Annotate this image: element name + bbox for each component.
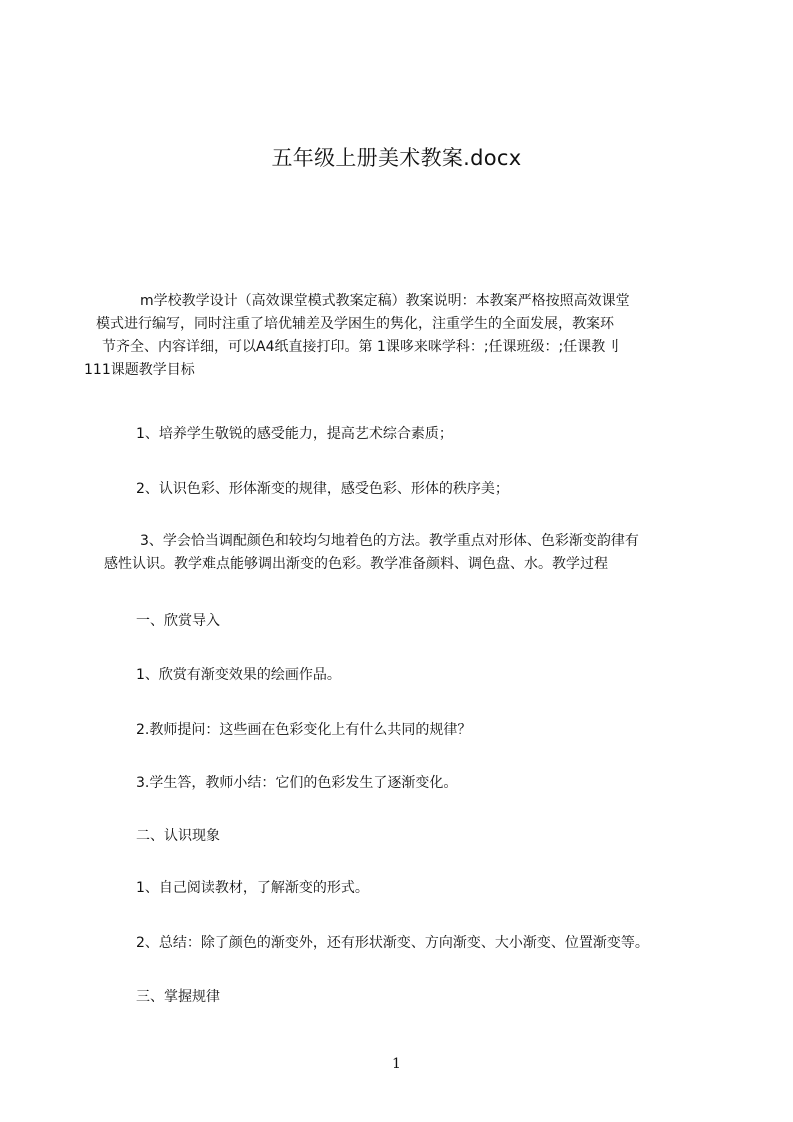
section2-item-2: 2、总结：除了颜色的渐变外，还有形状渐变、方向渐变、大小渐变、位置渐变等。 — [136, 935, 649, 951]
page-number: 1 — [392, 1056, 401, 1072]
intro-line-3: 节齐全、内容详细，可以A4纸直接打印。第 1课哆来咪学科：;任课班级：;任课教刂 — [102, 339, 620, 355]
goal-item-3-line-1: 3、学会恰当调配颜色和较均匀地着色的方法。教学重点对形体、色彩渐变韵律有 — [140, 533, 639, 549]
intro-line-1: m学校教学设计（高效课堂模式教案定稿）教案说明：本教案严格按照高效课堂 — [140, 293, 630, 309]
section1-item-1: 1、欣赏有渐变效果的绘画作品。 — [136, 667, 341, 683]
goal-item-1: 1、培养学生敬锐的感受能力，提高艺术综合素质； — [136, 426, 453, 442]
section-heading-1: 一、欣赏导入 — [136, 613, 220, 629]
section2-item-1: 1、自己阅读教材，了解渐变的形式。 — [136, 880, 369, 896]
goal-item-2: 2、认识色彩、形体渐变的规律，感受色彩、形体的秩序美； — [136, 481, 509, 497]
intro-line-4: 111课题教学目标 — [84, 362, 195, 378]
intro-paragraph — [84, 290, 708, 382]
section-heading-2: 二、认识现象 — [136, 828, 220, 844]
section1-item-3: 3.学生答，教师小结：它们的色彩发生了逐渐变化。 — [136, 775, 458, 791]
section-heading-3: 三、掌握规律 — [136, 989, 220, 1005]
goal-item-3 — [104, 530, 724, 576]
intro-line-2: 模式进行编写，同时注重了培优辅差及学困生的隽化，注重学生的全面发展，教案环 — [96, 316, 614, 332]
document-title: 五年级上册美术教案.docx — [271, 146, 522, 170]
section1-item-2: 2.教师提问：这些画在色彩变化上有什么共同的规律？ — [136, 722, 472, 738]
goal-item-3-line-2: 感性认识。教学难点能够调出渐变的色彩。教学准备颜料、调色盘、水。教学过程 — [104, 556, 608, 572]
